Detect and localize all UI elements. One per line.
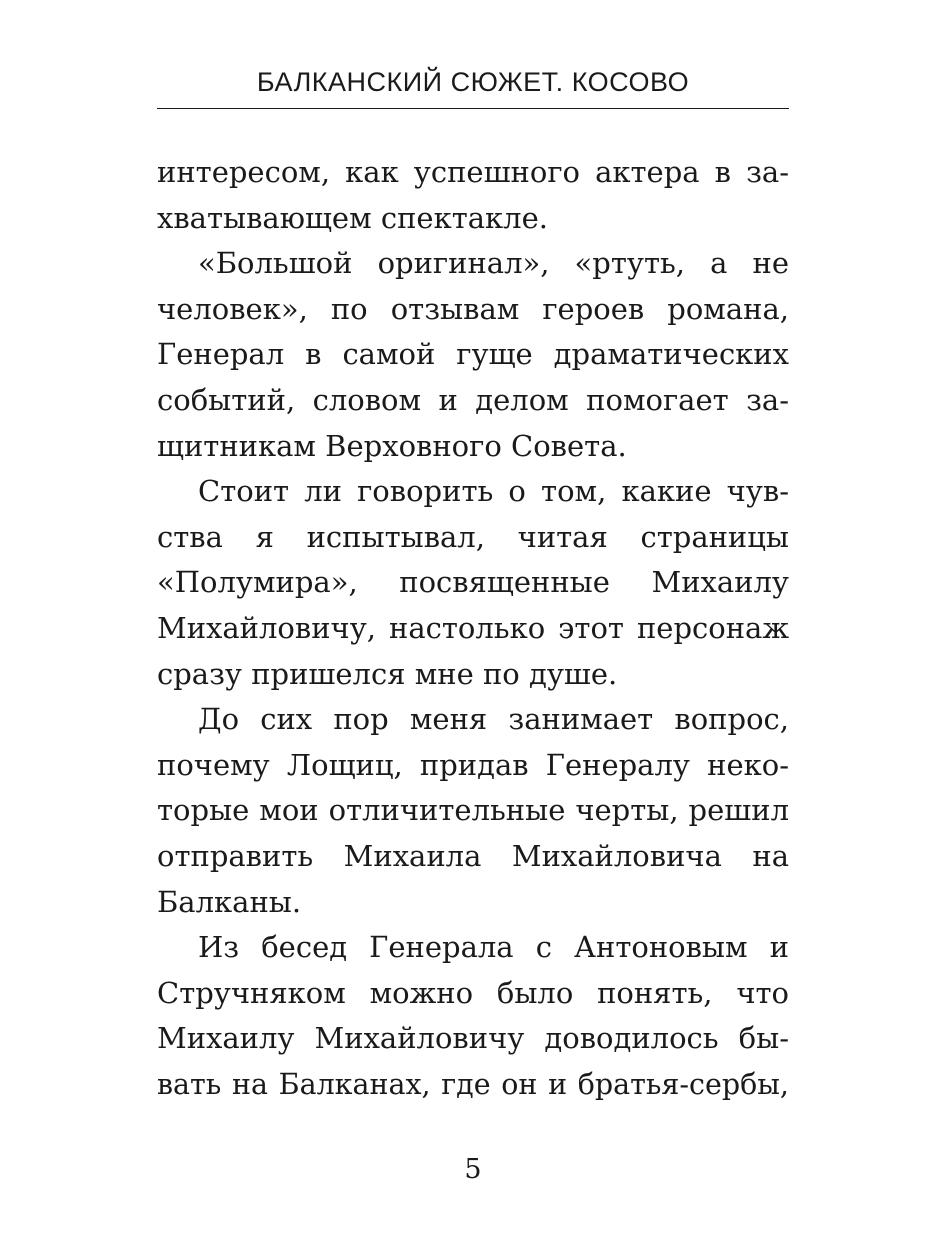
text-line: отправить Михаила Михайловича на — [157, 838, 789, 873]
running-head: БАЛКАНСКИЙ СЮЖЕТ. КОСОВО — [256, 67, 690, 97]
text-line: событий, словом и делом помогает за- — [157, 382, 789, 417]
text-line: щитникам Верховного Совета. — [157, 428, 627, 463]
paragraph-2 — [157, 241, 789, 469]
text-line: хватывающем спектакле. — [157, 200, 548, 235]
text-line: Стручняком можно было понять, что — [157, 975, 789, 1010]
page-number: 5 — [464, 1154, 482, 1185]
text-line: «Полумира», посвященные Михаилу — [157, 565, 789, 600]
text-line: Балканы. — [157, 884, 302, 919]
header-rule — [157, 108, 789, 109]
text-line: Михайловичу, настолько этот персонаж — [157, 610, 789, 645]
text-line: «Большой оригинал», «ртуть, а не — [198, 246, 789, 281]
text-line: вать на Балканах, где он и братья-сербы, — [157, 1067, 789, 1101]
text-line: почему Лощиц, придав Генералу неко- — [157, 747, 789, 782]
paragraph-3 — [157, 469, 789, 697]
text-line: торые мои отличительные черты, решил — [157, 793, 789, 828]
body-text — [157, 150, 789, 1107]
text-line: Генерал в самой гуще драматических — [157, 337, 789, 372]
text-line: До сих пор меня занимает вопрос, — [198, 702, 789, 737]
text-line: Стоит ли говорить о том, какие чув- — [198, 474, 789, 509]
text-line: сразу пришелся мне по душе. — [157, 656, 618, 691]
text-line: человек», по отзывам героев романа, — [157, 291, 789, 326]
paragraph-1 — [157, 150, 789, 241]
paragraph-5 — [157, 925, 789, 1107]
text-line: Из бесед Генерала с Антоновым и — [198, 930, 789, 965]
paragraph-4 — [157, 697, 789, 925]
text-line: Михаилу Михайловичу доводилось бы- — [157, 1021, 789, 1056]
text-line: интересом, как успешного актера в за- — [157, 155, 789, 189]
text-line: ства я испытывал, читая страницы — [157, 519, 789, 554]
